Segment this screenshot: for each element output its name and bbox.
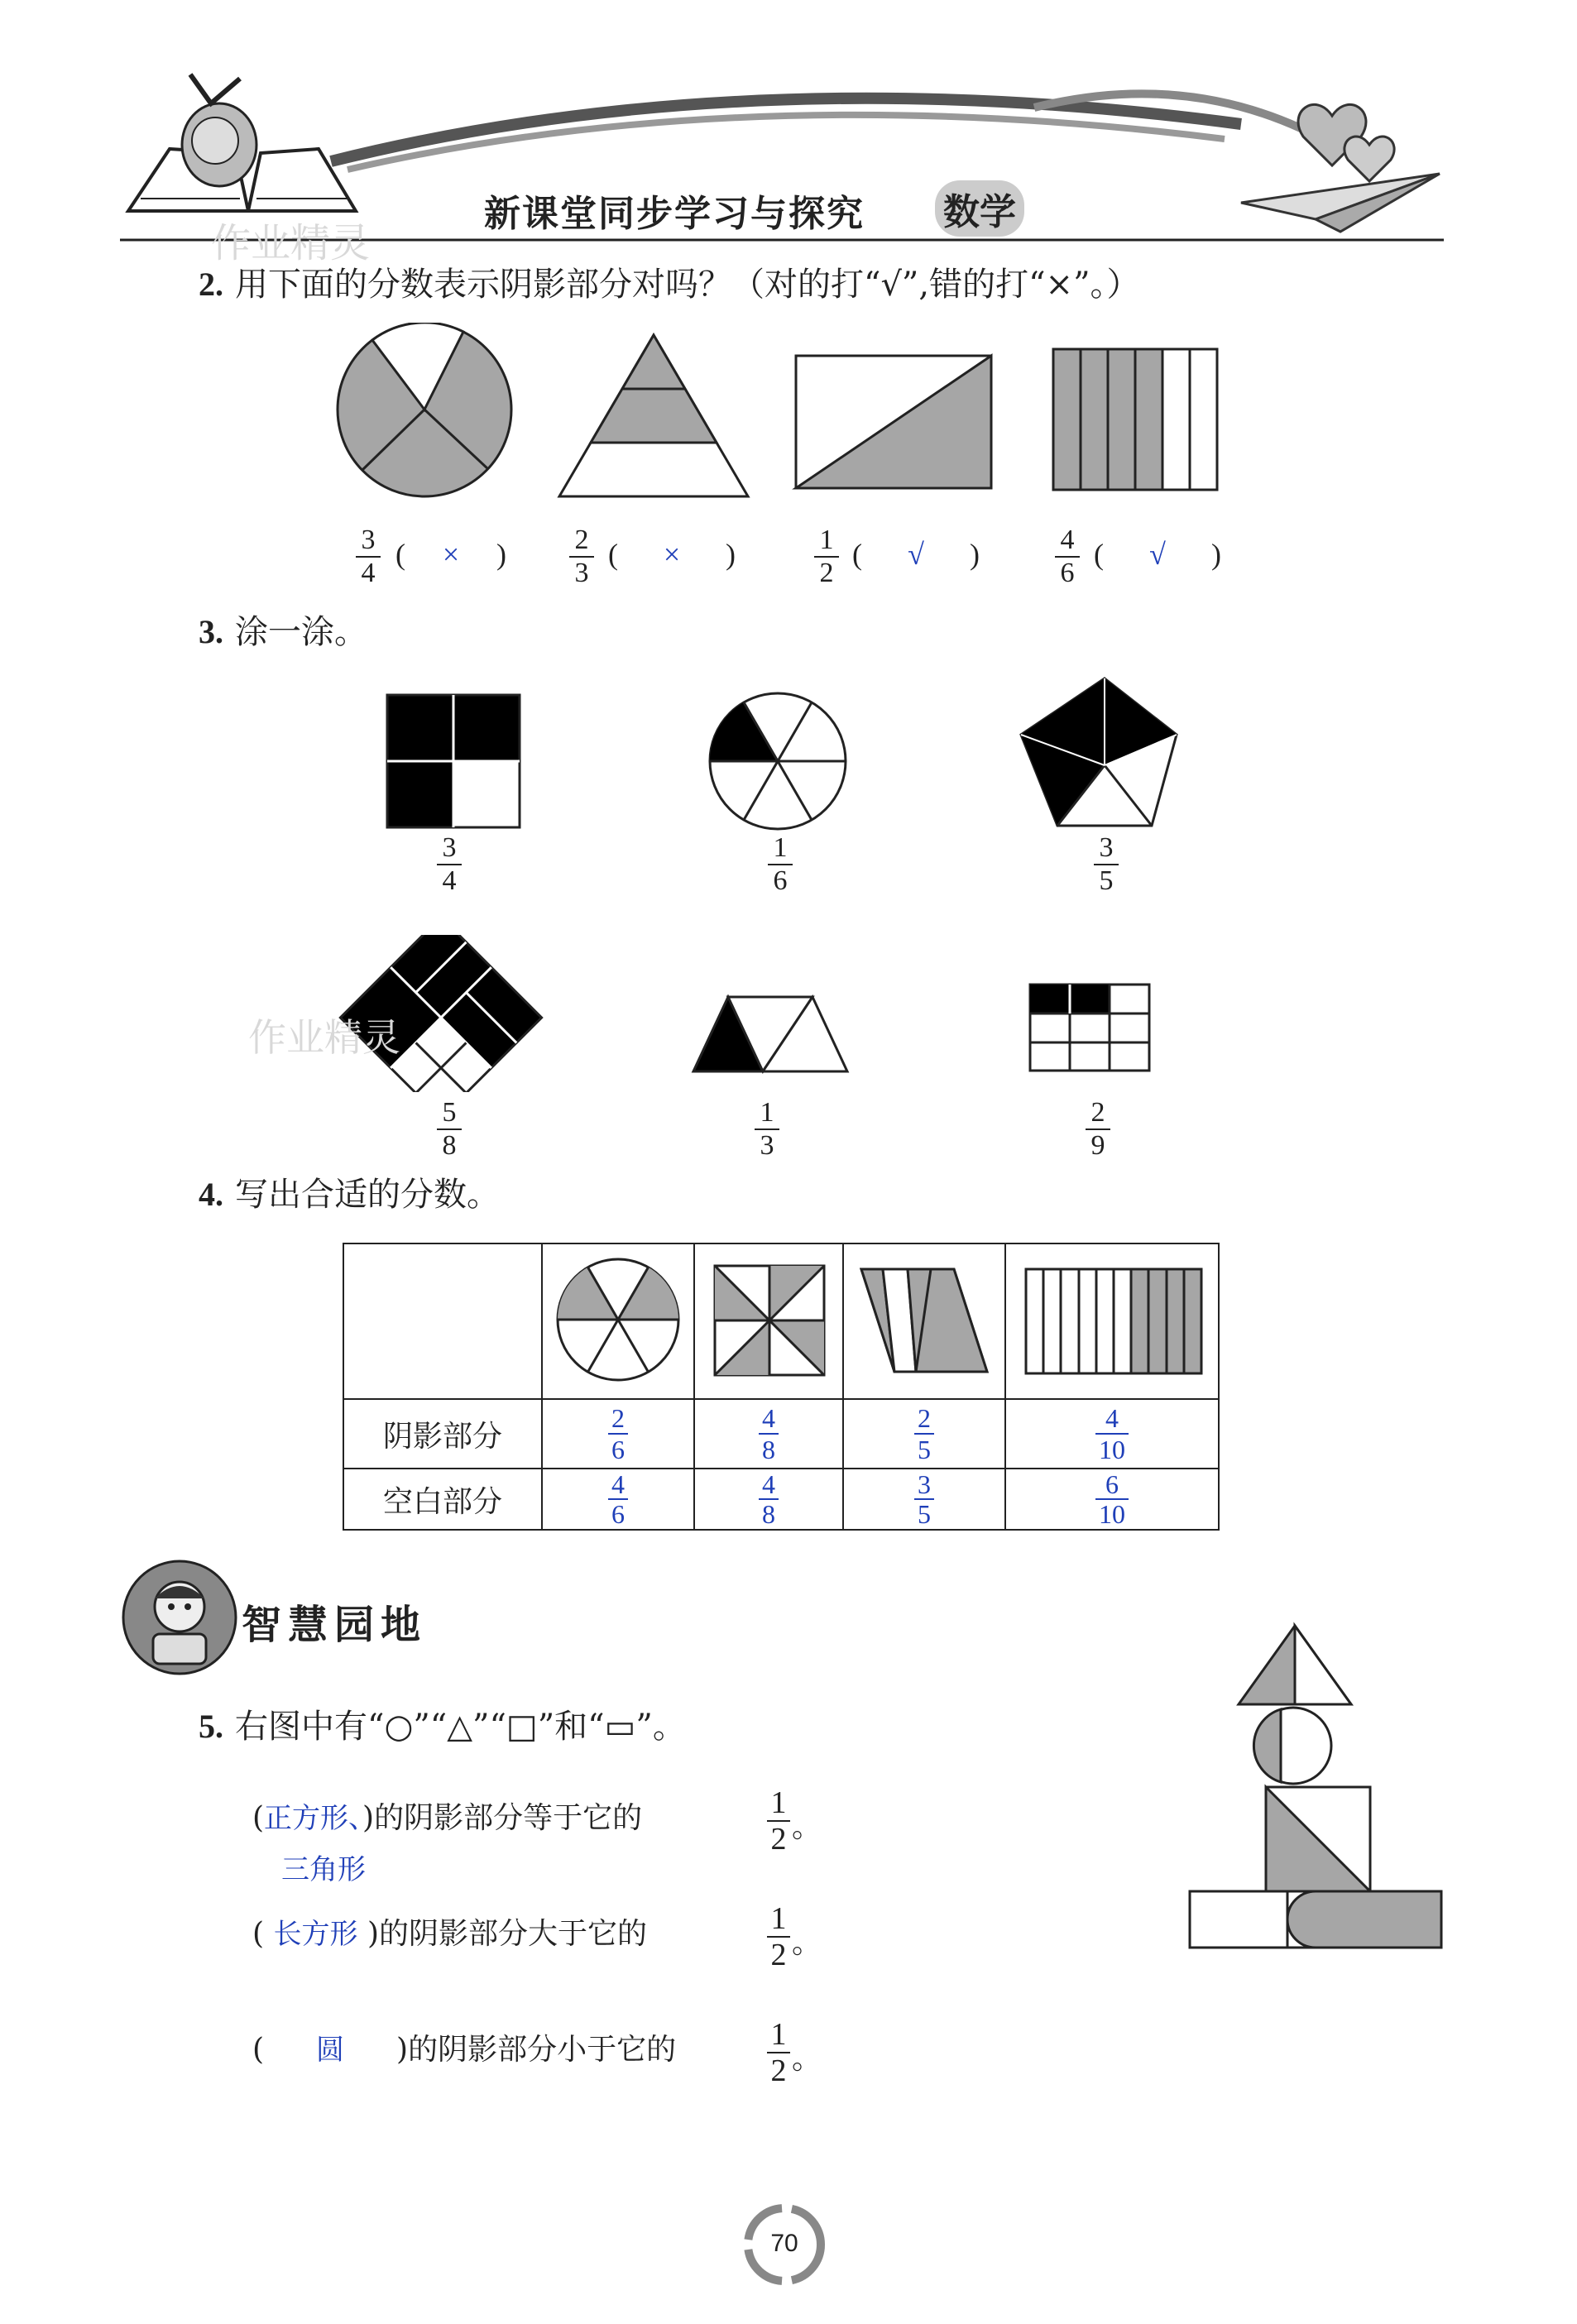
q5-line1-text: 的阴影部分等于它的 xyxy=(374,1801,643,1835)
q5-half-2: 1 2 xyxy=(767,1903,790,1971)
q4-stripes-cell xyxy=(1005,1243,1219,1399)
q4-blank-4: $\frac{6}{10}$ xyxy=(1005,1469,1219,1530)
subject-badge: 数学 xyxy=(935,180,1024,237)
q2-rectangle-figure xyxy=(796,356,991,488)
q5-line1-answer-a: 正方形、 xyxy=(264,1802,363,1835)
q5-period-1: 。 xyxy=(792,1810,822,1844)
q2-answer-2: ( × ) xyxy=(608,538,736,571)
q2-answer-1: ( × ) xyxy=(395,538,506,571)
section-mascot-icon xyxy=(120,1555,244,1680)
q4-table xyxy=(343,1243,1220,1531)
q5-line-2: ( 长方形 )的阴影部分大于它的 xyxy=(252,1917,648,1951)
q2-striped-figure xyxy=(1053,349,1217,490)
q2-circle-figure xyxy=(338,323,511,496)
q4-blank-1: $\frac{4}{6}$ xyxy=(542,1469,694,1530)
q4-parallelogram-cell xyxy=(843,1243,1005,1399)
book-title: 新课堂同步学习与探究 xyxy=(484,193,865,235)
q3-figures-row2 xyxy=(0,935,1577,1092)
q4-square-cell xyxy=(694,1243,843,1399)
q4-blank-label: 空白部分 xyxy=(343,1469,542,1530)
q5-period-3: 。 xyxy=(792,2042,822,2076)
q3-fraction-4: 5 8 xyxy=(437,1099,462,1160)
q5-line2-text: 的阴影部分大于它的 xyxy=(379,1917,648,1951)
q4-corner-cell xyxy=(343,1243,542,1399)
q3-fraction-1: 3 4 xyxy=(437,834,462,895)
q4-blank-3: $\frac{3}{5}$ xyxy=(843,1469,1005,1530)
q4-shaded-3: $\frac{2}{5}$ xyxy=(843,1399,1005,1469)
q4-prompt xyxy=(199,1175,500,1215)
q4-shaded-label: 阴影部分 xyxy=(343,1399,542,1469)
q4-prompt-text: 写出合适的分数。 xyxy=(235,1176,500,1214)
q2-fraction-2: 2 3 xyxy=(569,526,594,587)
q2-answer-3-mark: √ xyxy=(908,538,924,571)
q2-fraction-4: 4 6 xyxy=(1055,526,1080,587)
q5-line3-answer: 圆 xyxy=(316,2034,345,2067)
q3-fraction-2: 1 6 xyxy=(768,834,793,895)
q4-shaded-4: $\frac{4}{10}$ xyxy=(1005,1399,1219,1469)
q4-circle-figure xyxy=(552,1253,684,1386)
q2-answer-4-mark: √ xyxy=(1149,538,1166,571)
q3-square-figure xyxy=(387,695,520,827)
q2-number: 2. xyxy=(199,266,223,303)
page-header xyxy=(0,0,1577,266)
q5-line1-answer-b: 三角形 xyxy=(281,1853,366,1886)
q4-blank-row xyxy=(343,1469,1219,1530)
page-number: 70 xyxy=(770,2230,798,2257)
q4-stripes-figure xyxy=(1013,1258,1211,1382)
q4-figure-row xyxy=(343,1243,1219,1399)
q5-half-3: 1 2 xyxy=(767,2019,790,2087)
q4-square-figure xyxy=(707,1258,831,1382)
q5-line-1: (正方形、)的阴影部分等于它的 xyxy=(252,1801,643,1835)
q2-answer-2-mark: × xyxy=(663,538,681,571)
q4-parallelogram-figure xyxy=(850,1258,999,1382)
q4-shaded-1: $\frac{2}{6}$ xyxy=(542,1399,694,1469)
q3-grid-figure xyxy=(1030,985,1149,1071)
q4-shaded-row xyxy=(343,1399,1219,1469)
q5-prompt-text: 右图中有“○”“△”“□”和“▭”。 xyxy=(235,1708,686,1746)
q2-fraction-3: 1 2 xyxy=(814,526,839,587)
watermark: 作业精灵 xyxy=(211,220,371,266)
q3-prompt-text: 涂一涂。 xyxy=(235,613,367,651)
q3-figures-row1 xyxy=(0,670,1577,836)
watermark-2: 作业精灵 xyxy=(248,1015,400,1060)
q3-triangles-figure xyxy=(693,997,847,1071)
q4-number: 4. xyxy=(199,1176,223,1213)
q3-pentagon-figure xyxy=(1021,678,1177,826)
q5-line2-answer: 长方形 xyxy=(273,1918,358,1951)
q2-fraction-1: 3 4 xyxy=(356,526,381,587)
q5-half-1: 1 2 xyxy=(767,1787,790,1855)
q2-prompt xyxy=(199,265,1140,304)
q2-triangle-figure xyxy=(559,335,748,496)
section-title: 智慧园地 xyxy=(242,1602,428,1648)
q2-answer-4: ( √ ) xyxy=(1094,538,1221,571)
q5-composite-figure xyxy=(1175,1613,1456,1961)
q5-line3-text: 的阴影部分小于它的 xyxy=(408,2033,677,2067)
q5-line-3: ( 圆 )的阴影部分小于它的 xyxy=(252,2033,677,2067)
q3-prompt xyxy=(199,612,367,652)
q5-period-2: 。 xyxy=(792,1926,822,1960)
q5-number: 5. xyxy=(199,1708,223,1745)
q2-figures xyxy=(0,323,1577,513)
q4-blank-2: $\frac{4}{8}$ xyxy=(694,1469,843,1530)
q3-circle-figure xyxy=(710,693,846,829)
q4-shaded-2: $\frac{4}{8}$ xyxy=(694,1399,843,1469)
q3-fraction-5: 1 3 xyxy=(755,1099,779,1160)
q3-fraction-3: 3 5 xyxy=(1094,834,1119,895)
q3-fraction-6: 2 9 xyxy=(1086,1099,1110,1160)
q3-number: 3. xyxy=(199,613,223,650)
q2-answer-1-mark: × xyxy=(442,538,460,571)
q2-prompt-text: 用下面的分数表示阴影部分对吗？（对的打“√”,错的打“×”。） xyxy=(235,266,1140,304)
q4-circle-cell xyxy=(542,1243,694,1399)
q2-answer-3: ( √ ) xyxy=(852,538,980,571)
q5-prompt xyxy=(199,1707,686,1747)
